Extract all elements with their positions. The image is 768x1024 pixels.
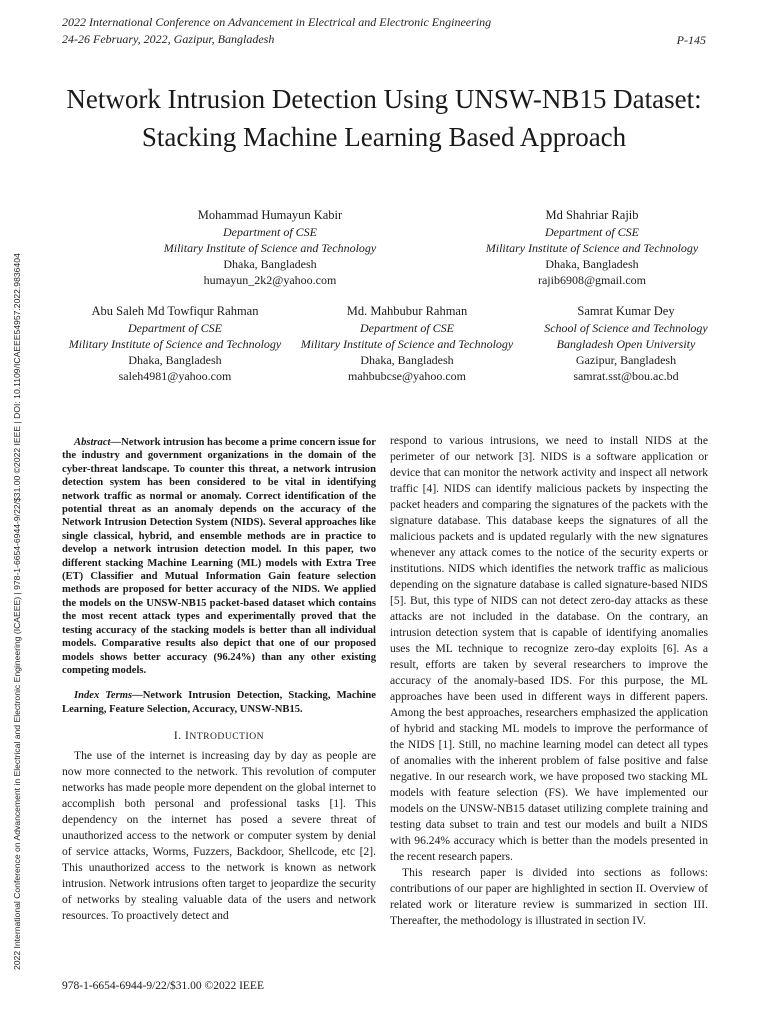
side-doi-strip: 2022 International Conference on Advancement in Electrical and Electronic Engineering (ICAEEE) | 978-1-6654-6944-9/22/$31.00 ©2022 IEEE | DOI: 10.1109/ICAEEE54957.2022.9836404 [12,253,22,970]
author-institution: Military Institute of Science and Technology [68,337,282,351]
author-institution: Military Institute of Science and Technology [163,241,377,255]
index-terms-text: —Network Intrusion Detection, Stacking, Machine Learning, Feature Selection, Accuracy, UNSW-NB15. [62,690,376,715]
author-block [514,303,738,384]
author-dept: Department of CSE [128,321,222,335]
section-title-rest: NTRODUCTION [189,731,265,743]
author-dept: School of Science and Technology [544,321,708,335]
author-institution: Military Institute of Science and Technology [300,337,514,351]
body-paragraph: This research paper is divided into sections as follows: contributions of our paper are highlighted in section II. Overview of related work or literature review is summarized in section III. Thereafter, the methodology is illustrated in section IV. [390,866,708,927]
author-email[interactable]: saleh4981@yahoo.com [118,369,232,383]
abstract [62,436,376,677]
author-email[interactable]: samrat.sst@bou.ac.bd [573,369,679,383]
index-terms [62,689,376,716]
author-name: Abu Saleh Md Towfiqur Rahman [91,304,259,318]
abstract-label: Abstract [74,437,111,448]
author-name: Md Shahriar Rajib [545,208,639,222]
author-city: Dhaka, Bangladesh [128,353,222,367]
author-email[interactable]: humayun_2k2@yahoo.com [203,273,337,287]
author-city: Gazipur, Bangladesh [575,353,677,367]
abstract-text: —Network intrusion has become a prime concern issue for the industry and government organizations in the domain of the cyber-threat landscape. To counter this threat, a network intrusion detection system has been considered to be vital in identifying network traffic as normal or anomaly. Correct identification of the potential threat as an anomaly depends on the accuracy of the Network Intrusion Detection System (NIDS). Several approaches like single classical, hybrid, and ensemble methods are in practice to develop a network intrusion detection model. In this paper, two different stacking Machine Learning (ML) models with Extra Tree (ET) Classifier and Mutual Information Gain feature selection methods are proposed for better accuracy of the NIDS. We applied the models on the UNSW-NB15 packet-based dataset which contains the most recent attack types and experimentally proved that the testing accuracy of the stacking models is better than all individual models. Comparative results also depict that one of our proposed models shows better accuracy (96.24%) than any other existing competing models. [62,437,376,676]
left-column [62,436,376,924]
author-email[interactable]: rajib6908@gmail.com [537,273,647,287]
author-block [442,207,742,288]
author-name: Samrat Kumar Dey [577,304,675,318]
paper-id: P-145 [676,33,706,47]
author-institution: Military Institute of Science and Technology [485,241,699,255]
conference-header: 2022 International Conference on Advancement in Electrical and Electronic Engineering [62,15,492,29]
body-paragraph: respond to various intrusions, we need to install NIDS at the perimeter of our network [3]. NIDS is a software application or device that can monitor the network activity and inspect all network traffic [4]. NIDS can identify malicious packets by inspecting the packet headers and comparing the signatures of the packets with the signature database. This database keeps the signatures of all the malicious packets and is updated regularly with the new signatures whenever any attack comes to the notice of the security experts or institutions. NIDS which identifies the network traffic as malicious depending on the signature database is called signature-based NIDS [5]. But, this type of NIDS can not detect zero-day attacks as these attacks are not included in the database. On the contrary, an intrusion detection system that is capable of identifying anomalies uses the ML technique to recognize zero-day exploits [6]. As a result, efforts are taken by several researchers to improve the accuracy of the anomaly-based IDS. For this purpose, the ML approaches have been used in different ways in different papers. Among the best approaches, researchers emphasized the application of hybrid and stacking ML models to improve the performance of the NIDS [1]. Still, no machine learning model can detect all types of anomalies with the inherent problem of false positive and false negative. In our research work, we have proposed two stacking ML models with feature selection (FS). We have implemented our models on the UNSW-NB15 dataset utilizing complete training and testing data subset to train and test our models and built a NIDS with 96.24% accuracy which is better than the models presented in the recent research papers. [390,434,708,863]
author-block [58,303,292,384]
index-terms-label: Index Terms [74,690,133,702]
author-dept: Department of CSE [223,225,317,239]
right-column [390,433,708,929]
author-block [120,207,420,288]
author-name: Mohammad Humayun Kabir [197,208,343,222]
author-city: Dhaka, Bangladesh [223,257,317,271]
author-city: Dhaka, Bangladesh [545,257,639,271]
intro-paragraph: The use of the internet is increasing day by day as people are now more connected to the network. This revolution of computer networks has made people more dependent on the global internet to accomplish both personal and professional tasks [1]. This dependency on the internet has posed a severe threat of unauthorized access to the network or computer system by denial of service attacks, Worms, Fuzzers, Backdoor, Shellcode, etc [2]. This unauthorized access to the network is known as network intrusion. Network intrusions often target to jeopardize the security of networks by stealing valuable data of the users and network resources. To proactively detect and [62,749,376,923]
conference-dates: 24-26 February, 2022, Gazipur, Bangladesh [62,32,275,46]
author-dept: Department of CSE [545,225,639,239]
author-name: Md. Mahbubur Rahman [346,304,468,318]
author-block [290,303,524,384]
copyright-footer: 978-1-6654-6944-9/22/$31.00 ©2022 IEEE [62,980,264,992]
paper-title: Network Intrusion Detection Using UNSW-NB15 Dataset: Stacking Machine Learning Based Approach [66,84,702,152]
author-city: Dhaka, Bangladesh [360,353,454,367]
author-institution: Bangladesh Open University [556,337,696,351]
section-heading [62,730,376,742]
author-email[interactable]: mahbubcse@yahoo.com [347,369,467,383]
section-number: I. [173,730,182,743]
section-title-initial: I [184,730,190,743]
author-dept: Department of CSE [360,321,454,335]
